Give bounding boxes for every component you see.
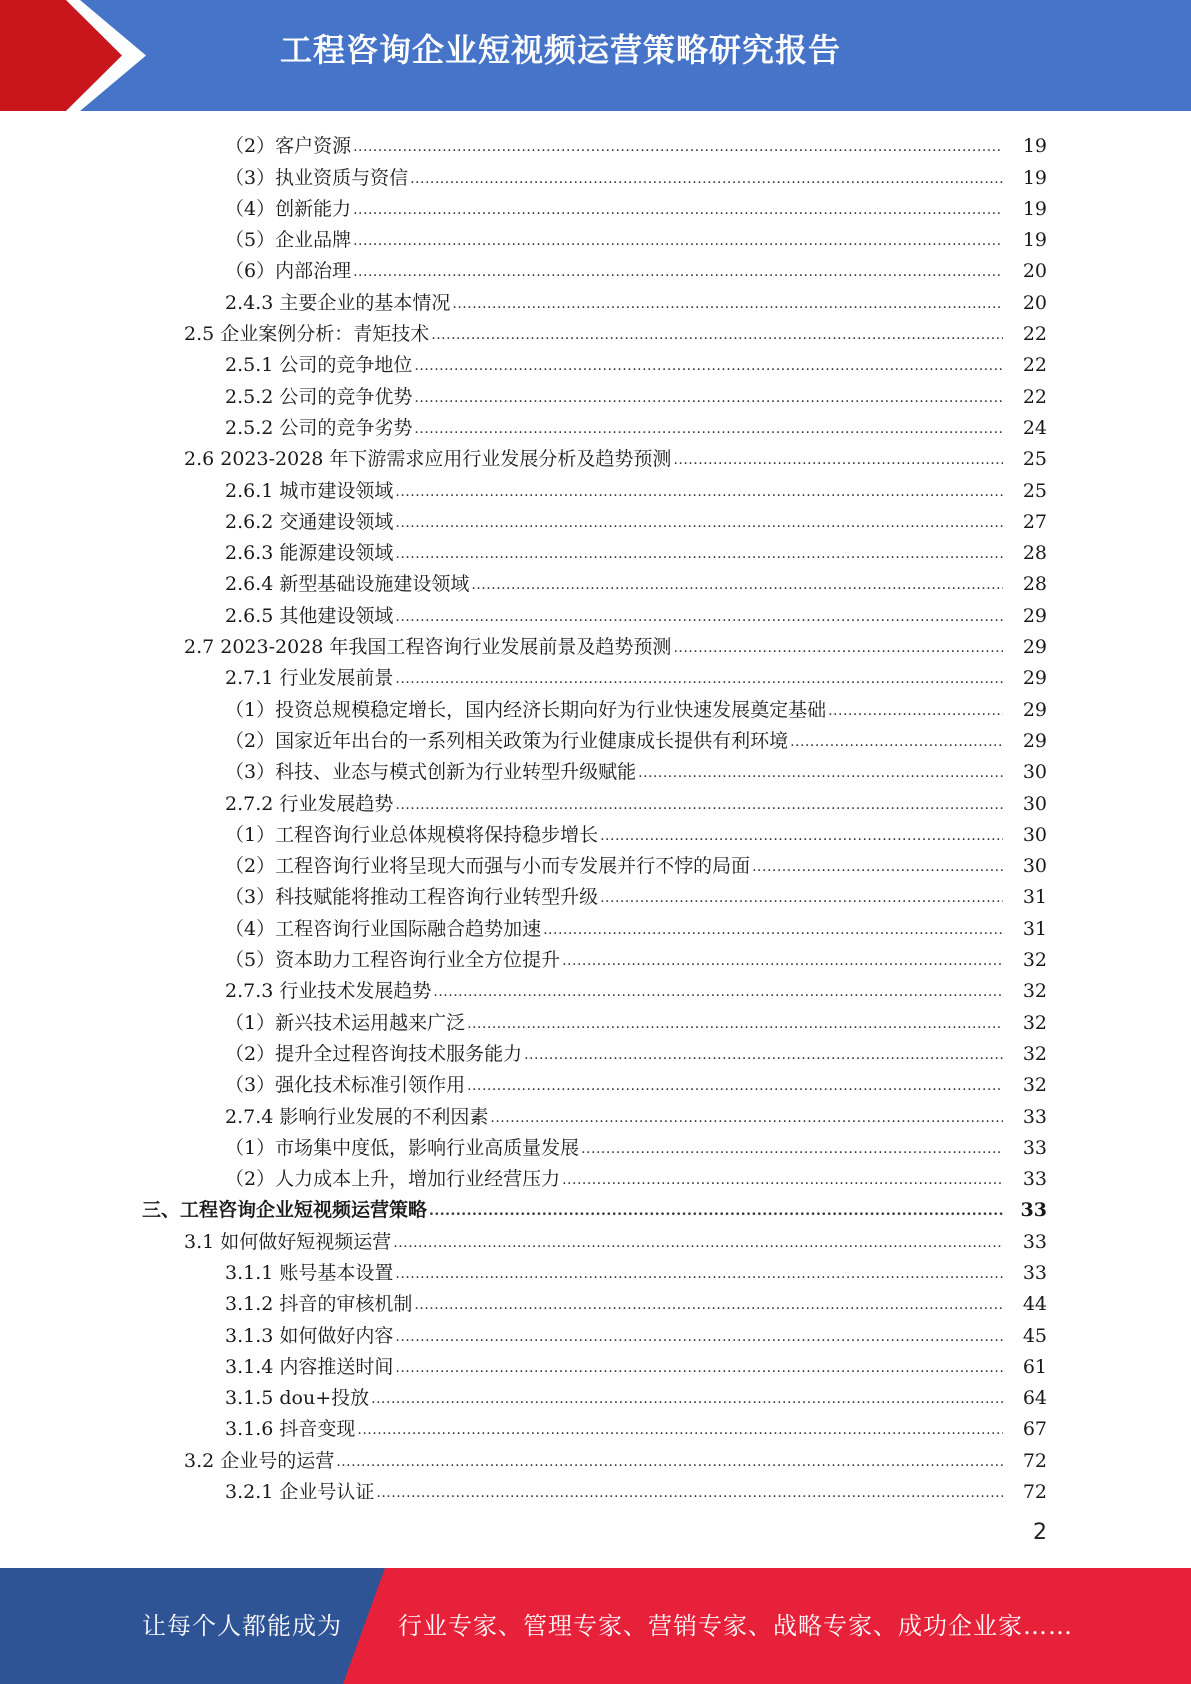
toc-leader-dots xyxy=(376,1486,1003,1500)
toc-entry[interactable] xyxy=(0,1285,1191,1316)
toc-leader-dots xyxy=(353,265,1003,279)
toc-leader-dots xyxy=(638,766,1003,780)
toc-entry-label: （4）工程咨询行业国际融合趋势加速 xyxy=(225,917,542,940)
toc-entry-page: 30 xyxy=(1022,823,1047,846)
toc-entry-label: 2.7 2023-2028 年我国工程咨询行业发展前景及趋势预测 xyxy=(184,636,672,659)
toc-entry-page: 27 xyxy=(1022,510,1047,533)
toc-entry-page: 67 xyxy=(1022,1418,1047,1441)
toc-entry-page: 29 xyxy=(1022,729,1047,752)
toc-leader-dots xyxy=(353,140,1003,154)
toc-leader-dots xyxy=(471,578,1003,592)
toc-entry-label: （1）新兴技术运用越来广泛 xyxy=(225,1011,466,1034)
toc-entry-label: 3.1.6 抖音变现 xyxy=(225,1418,356,1441)
toc-entry[interactable] xyxy=(0,1160,1191,1191)
toc-entry[interactable] xyxy=(0,503,1191,534)
toc-entry-label: 2.5 企业案例分析：青矩技术 xyxy=(184,323,430,346)
toc-entry[interactable] xyxy=(0,565,1191,596)
toc-entry-page: 30 xyxy=(1022,792,1047,815)
toc-entry[interactable] xyxy=(0,377,1191,408)
toc-entry[interactable] xyxy=(0,252,1191,283)
toc-entry-page: 33 xyxy=(1022,1230,1047,1253)
toc-leader-dots xyxy=(790,735,1003,749)
toc-leader-dots xyxy=(410,172,1003,186)
toc-entry-label: （2）客户资源 xyxy=(225,135,352,158)
toc-entry[interactable] xyxy=(0,1066,1191,1097)
toc-leader-dots xyxy=(395,610,1003,624)
toc-entry-page: 29 xyxy=(1022,698,1047,721)
toc-entry-label: （3）科技、业态与模式创新为行业转型升级赋能 xyxy=(225,761,637,784)
toc-entry-page: 72 xyxy=(1022,1481,1047,1504)
toc-entry-page: 19 xyxy=(1022,197,1047,220)
toc-entry-label: 2.5.2 公司的竞争劣势 xyxy=(225,416,413,439)
toc-entry[interactable] xyxy=(0,972,1191,1003)
toc-entry-label: 2.6.2 交通建设领域 xyxy=(225,510,394,533)
toc-entry[interactable] xyxy=(0,1473,1191,1504)
toc-entry[interactable] xyxy=(0,1316,1191,1347)
toc-entry-page: 45 xyxy=(1022,1324,1047,1347)
toc-entry-page: 19 xyxy=(1022,229,1047,252)
toc-entry-page: 32 xyxy=(1022,1042,1047,1065)
toc-entry[interactable] xyxy=(0,1254,1191,1285)
toc-entry-page: 24 xyxy=(1022,416,1047,439)
toc-entry-label: （5）企业品牌 xyxy=(225,229,352,252)
toc-leader-dots xyxy=(543,923,1003,937)
toc-leader-dots xyxy=(673,641,1003,655)
toc-entry-page: 72 xyxy=(1022,1449,1047,1472)
header-arrow-icon xyxy=(0,0,160,111)
toc-entry[interactable] xyxy=(0,628,1191,659)
toc-entry-label: 2.5.1 公司的竞争地位 xyxy=(225,354,413,377)
toc-leader-dots xyxy=(600,829,1003,843)
toc-leader-dots xyxy=(393,1236,1003,1250)
toc-entry-page: 22 xyxy=(1022,354,1047,377)
toc-entry[interactable] xyxy=(0,346,1191,377)
toc-entry[interactable] xyxy=(0,440,1191,471)
toc-entry-label: 2.4.3 主要企业的基本情况 xyxy=(225,291,451,314)
toc-entry-label: （1）市场集中度低，影响行业高质量发展 xyxy=(225,1136,580,1159)
toc-entry-label: （3）科技赋能将推动工程咨询行业转型升级 xyxy=(225,886,599,909)
toc-entry-label: 3.1 如何做好短视频运营 xyxy=(184,1230,392,1253)
toc-entry[interactable] xyxy=(0,753,1191,784)
toc-entry-page: 28 xyxy=(1022,542,1047,565)
toc-leader-dots xyxy=(673,453,1003,467)
toc-leader-dots xyxy=(467,1079,1003,1093)
toc-entry-label: 3.2 企业号的运营 xyxy=(184,1449,335,1472)
toc-entry-page: 20 xyxy=(1022,291,1047,314)
toc-entry[interactable] xyxy=(0,1379,1191,1410)
toc-leader-dots xyxy=(395,547,1003,561)
toc-entry-page: 29 xyxy=(1022,667,1047,690)
toc-leader-dots xyxy=(395,1330,1003,1344)
toc-leader-dots xyxy=(395,516,1003,530)
toc-entry[interactable] xyxy=(0,1097,1191,1128)
toc-leader-dots xyxy=(414,359,1003,373)
toc-entry-page: 33 xyxy=(1020,1199,1047,1222)
toc-leader-dots xyxy=(395,672,1003,686)
toc-entry[interactable] xyxy=(0,534,1191,565)
toc-entry[interactable] xyxy=(0,315,1191,346)
toc-entry-page: 30 xyxy=(1022,761,1047,784)
toc-entry-page: 64 xyxy=(1022,1387,1047,1410)
toc-entry-label: 3.1.2 抖音的审核机制 xyxy=(225,1293,413,1316)
toc-entry-label: （3）执业资质与资信 xyxy=(225,166,409,189)
toc-entry[interactable] xyxy=(0,784,1191,815)
toc-entry-label: （1）投资总规模稳定增长，国内经济长期向好为行业快速发展奠定基础 xyxy=(225,698,827,721)
toc-entry[interactable] xyxy=(0,1191,1191,1222)
toc-leader-dots xyxy=(395,1267,1003,1281)
page-footer xyxy=(0,1568,1191,1684)
toc-entry-page: 25 xyxy=(1022,479,1047,502)
toc-entry[interactable] xyxy=(0,190,1191,221)
toc-entry-page: 32 xyxy=(1022,1011,1047,1034)
toc-entry-page: 33 xyxy=(1022,1261,1047,1284)
toc-entry[interactable] xyxy=(0,596,1191,627)
toc-entry-label: （2）工程咨询行业将呈现大而强与小而专发展并行不悖的局面 xyxy=(225,855,751,878)
toc-entry[interactable] xyxy=(0,158,1191,189)
toc-entry-label: 2.7.3 行业技术发展趋势 xyxy=(225,980,432,1003)
toc-entry[interactable] xyxy=(0,847,1191,878)
toc-leader-dots xyxy=(490,1111,1003,1125)
toc-entry-label: 2.6.3 能源建设领域 xyxy=(225,542,394,565)
toc-entry-label: （5）资本助力工程咨询行业全方位提升 xyxy=(225,949,561,972)
footer-slogan-left: 让每个人都能成为 xyxy=(142,1612,342,1640)
toc-entry-label: 3.1.4 内容推送时间 xyxy=(225,1355,394,1378)
toc-entry-label: 三、工程咨询企业短视频运营策略 xyxy=(142,1199,428,1222)
toc-entry-page: 33 xyxy=(1022,1168,1047,1191)
toc-entry-label: 3.2.1 企业号认证 xyxy=(225,1481,375,1504)
toc-entry-page: 28 xyxy=(1022,573,1047,596)
toc-entry-page: 19 xyxy=(1022,135,1047,158)
toc-entry-label: （3）强化技术标准引领作用 xyxy=(225,1074,466,1097)
toc-entry-label: 3.1.3 如何做好内容 xyxy=(225,1324,394,1347)
toc-entry-page: 22 xyxy=(1022,385,1047,408)
toc-entry[interactable] xyxy=(0,221,1191,252)
toc-entry-label: （1）工程咨询行业总体规模将保持稳步增长 xyxy=(225,823,599,846)
page-number: 2 xyxy=(1033,1520,1047,1545)
toc-entry-page: 19 xyxy=(1022,166,1047,189)
toc-entry-label: （4）创新能力 xyxy=(225,197,352,220)
toc-entry[interactable] xyxy=(0,909,1191,940)
toc-leader-dots xyxy=(414,1298,1003,1312)
toc-leader-dots xyxy=(581,1142,1003,1156)
toc-entry-page: 44 xyxy=(1022,1293,1047,1316)
toc-entry[interactable] xyxy=(0,690,1191,721)
toc-leader-dots xyxy=(429,1204,1003,1218)
toc-entry-page: 29 xyxy=(1022,604,1047,627)
toc-entry-label: 2.7.1 行业发展前景 xyxy=(225,667,394,690)
toc-entry-label: 3.1.1 账号基本设置 xyxy=(225,1261,394,1284)
toc-leader-dots xyxy=(524,1048,1003,1062)
toc-entry-label: （6）内部治理 xyxy=(225,260,352,283)
toc-entry-page: 25 xyxy=(1022,448,1047,471)
toc-leader-dots xyxy=(414,391,1003,405)
toc-entry[interactable] xyxy=(0,659,1191,690)
toc-entry-label: 2.5.2 公司的竞争优势 xyxy=(225,385,413,408)
toc-entry[interactable] xyxy=(0,878,1191,909)
toc-entry[interactable] xyxy=(0,283,1191,314)
toc-entry-label: 2.6.4 新型基础设施建设领域 xyxy=(225,573,470,596)
toc-entry[interactable] xyxy=(0,1222,1191,1253)
toc-entry-page: 29 xyxy=(1022,636,1047,659)
toc-leader-dots xyxy=(562,1173,1003,1187)
toc-entry-page: 20 xyxy=(1022,260,1047,283)
toc-leader-dots xyxy=(431,328,1003,342)
toc-entry[interactable] xyxy=(0,1348,1191,1379)
toc-entry[interactable] xyxy=(0,722,1191,753)
toc-entry[interactable] xyxy=(0,471,1191,502)
toc-entry-page: 33 xyxy=(1022,1105,1047,1128)
toc-entry-page: 33 xyxy=(1022,1136,1047,1159)
toc-leader-dots xyxy=(395,485,1003,499)
toc-entry-page: 32 xyxy=(1022,980,1047,1003)
toc-leader-dots xyxy=(467,1017,1003,1031)
toc-entry-page: 32 xyxy=(1022,949,1047,972)
toc-entry[interactable] xyxy=(0,1410,1191,1441)
toc-entry[interactable] xyxy=(0,127,1191,158)
toc-leader-dots xyxy=(353,234,1003,248)
toc-entry-label: 2.7.2 行业发展趋势 xyxy=(225,792,394,815)
toc-leader-dots xyxy=(562,954,1003,968)
toc-entry-label: 2.7.4 影响行业发展的不利因素 xyxy=(225,1105,489,1128)
toc-entry-label: （2）提升全过程咨询技术服务能力 xyxy=(225,1042,523,1065)
toc-leader-dots xyxy=(433,985,1003,999)
toc-entry-page: 22 xyxy=(1022,323,1047,346)
toc-leader-dots xyxy=(353,203,1003,217)
toc-entry-label: 2.6.5 其他建设领域 xyxy=(225,604,394,627)
toc-entry-label: 2.6 2023-2028 年下游需求应用行业发展分析及趋势预测 xyxy=(184,448,672,471)
toc-entry-page: 31 xyxy=(1022,917,1047,940)
toc-entry-label: 3.1.5 dou+投放 xyxy=(225,1387,370,1410)
toc-entry-page: 61 xyxy=(1022,1355,1047,1378)
page-header xyxy=(0,0,1191,111)
toc-leader-dots xyxy=(371,1392,1003,1406)
toc-entry-page: 30 xyxy=(1022,855,1047,878)
footer-slogan-right: 行业专家、管理专家、营销专家、战略专家、成功企业家…… xyxy=(398,1612,1073,1640)
table-of-contents xyxy=(0,127,1191,1504)
toc-entry[interactable] xyxy=(0,816,1191,847)
toc-entry-label: （2）国家近年出台的一系列相关政策为行业健康成长提供有利环境 xyxy=(225,729,789,752)
toc-entry-page: 31 xyxy=(1022,886,1047,909)
toc-entry-label: （2）人力成本上升，增加行业经营压力 xyxy=(225,1168,561,1191)
toc-entry[interactable] xyxy=(0,941,1191,972)
report-title: 工程咨询企业短视频运营策略研究报告 xyxy=(280,31,842,69)
toc-entry[interactable] xyxy=(0,409,1191,440)
toc-leader-dots xyxy=(395,1361,1003,1375)
toc-entry-label: 2.6.1 城市建设领域 xyxy=(225,479,394,502)
toc-leader-dots xyxy=(828,704,1003,718)
toc-leader-dots xyxy=(336,1455,1003,1469)
toc-leader-dots xyxy=(452,297,1003,311)
toc-leader-dots xyxy=(600,891,1003,905)
toc-entry[interactable] xyxy=(0,1129,1191,1160)
toc-leader-dots xyxy=(752,860,1003,874)
toc-leader-dots xyxy=(357,1423,1003,1437)
toc-leader-dots xyxy=(414,422,1003,436)
toc-leader-dots xyxy=(395,798,1003,812)
toc-entry-page: 32 xyxy=(1022,1074,1047,1097)
toc-entry[interactable] xyxy=(0,1003,1191,1034)
toc-entry[interactable] xyxy=(0,1035,1191,1066)
toc-entry[interactable] xyxy=(0,1441,1191,1472)
